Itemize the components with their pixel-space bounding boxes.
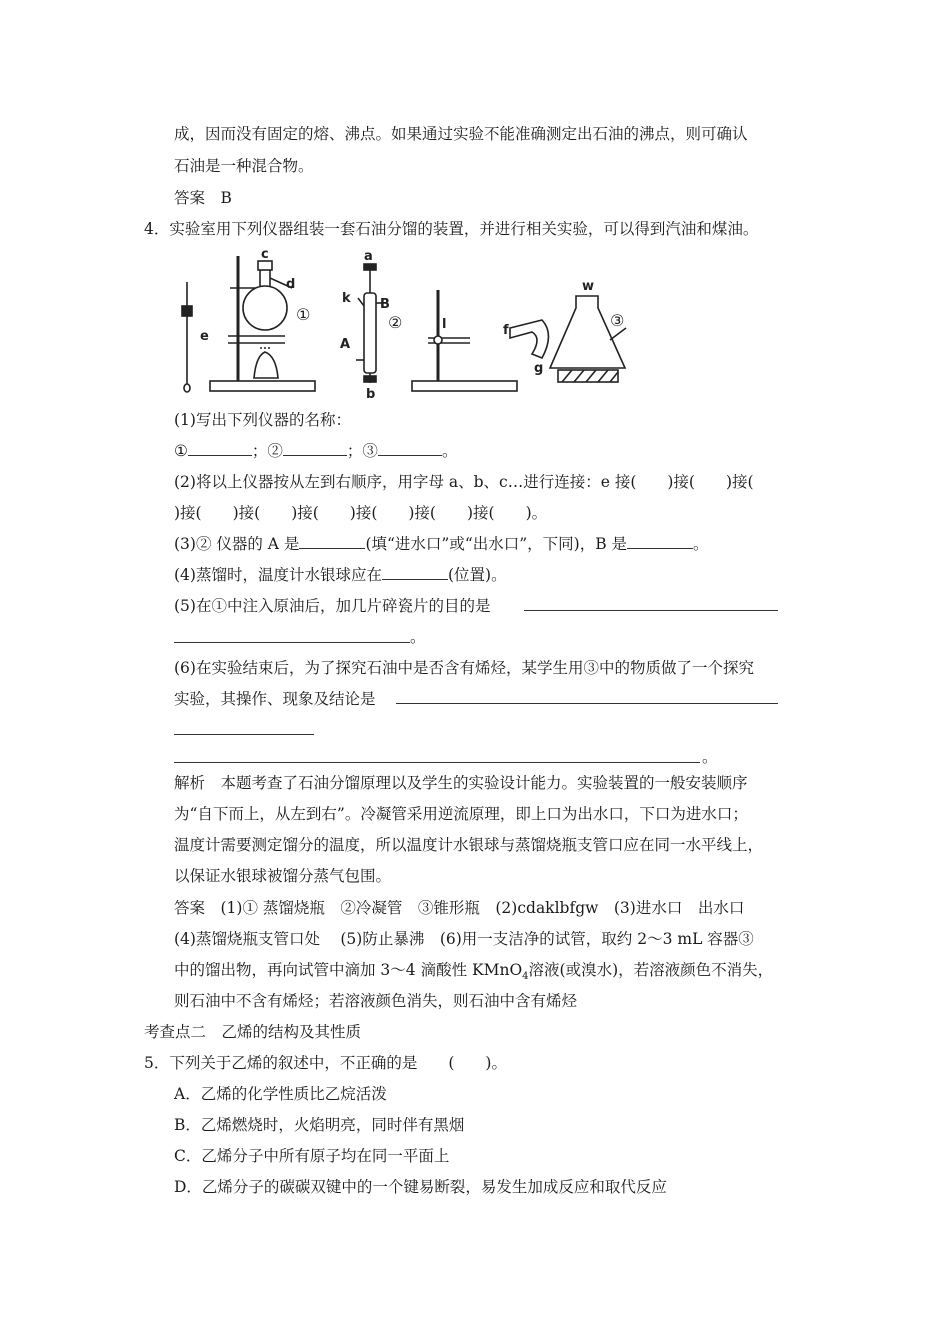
q5-stem: 5．下列关于乙烯的叙述中，不正确的是 ( )。	[144, 1054, 507, 1072]
answer-blank[interactable]	[378, 441, 442, 456]
fig-label: g	[534, 361, 544, 376]
answer-blank[interactable]	[299, 534, 365, 549]
answer-line[interactable]	[174, 642, 410, 643]
fig-label: l	[442, 317, 447, 332]
fig-label: a	[364, 249, 373, 264]
analysis-line-3: 温度计需要测定馏分的温度，所以温度计水银球与蒸馏烧瓶支管口应在同一水平线上，	[174, 836, 764, 854]
answer4-line-1: 答案 (1)① 蒸馏烧瓶 ②冷凝管 ③锥形瓶 (2)cdaklbfgw (3)进水口 出水口	[174, 899, 745, 917]
q5-option-d[interactable]: D．乙烯分子的碳碳双键中的一个键易断裂，易发生加成反应和取代反应	[174, 1178, 667, 1196]
blank-label: 。	[441, 442, 458, 460]
fig-circled-1: ①	[296, 305, 311, 324]
q4-part3-pre: (3)② 仪器的 A 是	[174, 535, 300, 553]
fig-label: k	[342, 291, 351, 306]
fig-circled-2: ②	[388, 313, 403, 332]
q4-part5-pre: (5)在①中注入原油后，加几片碎瓷片的目的是	[174, 597, 491, 615]
blank-label: ；③	[346, 442, 378, 460]
fig-label: f	[503, 323, 509, 338]
answer-line[interactable]	[174, 734, 314, 735]
q4-part4	[174, 565, 507, 585]
q4-part5-end: 。	[410, 628, 426, 646]
q5-option-a[interactable]: A．乙烯的化学性质比乙烷活泼	[174, 1085, 387, 1103]
answer4-line-3	[174, 960, 773, 987]
intro-line-1: 成，因而没有固定的熔、沸点。如果通过实验不能准确测定出石油的沸点，则可确认	[174, 125, 748, 143]
fig-label: B	[380, 297, 390, 312]
condenser-icon	[356, 264, 384, 383]
answer4-line-2: (4)蒸馏烧瓶支管口处 (5)防止暴沸 (6)用一支洁净的试管，取约 2～3 mL 容器③	[174, 930, 754, 948]
answer-line[interactable]	[396, 703, 778, 704]
answer4-line-3-post: 溶液(或溴水)，若溶液颜色不消失，	[528, 961, 774, 979]
answer-line[interactable]	[174, 762, 700, 763]
conical-flask-icon	[550, 296, 626, 382]
q5-option-b[interactable]: B．乙烯燃烧时，火焰明亮，同时伴有黑烟	[174, 1116, 465, 1134]
q4-part4-pre: (4)蒸馏时，温度计水银球应在	[174, 566, 382, 584]
fig-label: A	[340, 337, 351, 352]
blank-label: ①	[174, 442, 188, 460]
answer-blank[interactable]	[188, 441, 252, 456]
q4-stem: 4．实验室用下列仪器组装一套石油分馏的装置，并进行相关实验，可以得到汽油和煤油。	[144, 220, 759, 238]
q4-part6-line2: 实验，其操作、现象及结论是	[174, 690, 376, 708]
intro-answer: 答案 B	[174, 189, 232, 207]
answer-line[interactable]	[524, 610, 778, 611]
analysis-line-4: 以保证水银球被馏分蒸气包围。	[174, 867, 392, 885]
fig-label: b	[366, 387, 376, 398]
q4-part2-line1: (2)将以上仪器按从左到右顺序，用字母 a、b、c…进行连接：e 接( )接( )接(	[174, 473, 754, 491]
intro-line-2: 石油是一种混合物。	[174, 157, 314, 175]
fig-label: w	[582, 279, 595, 294]
q4-part1: (1)写出下列仪器的名称：	[174, 411, 351, 429]
analysis-line-2: 为“自下而上，从左到右”。冷凝管采用逆流原理，即上口为出水口，下口为进水口；	[174, 805, 748, 823]
iron-stand-icon	[412, 290, 517, 391]
q4-part6-line1: (6)在实验结束后，为了探究石油中是否含有烯烃，某学生用③中的物质做了一个探究	[174, 659, 754, 677]
adapter-icon	[510, 320, 549, 358]
fig-label: c	[261, 248, 269, 262]
analysis-line-1: 解析 本题考查了石油分馏原理以及学生的实验设计能力。实验装置的一般安装顺序	[174, 774, 748, 792]
q5-option-c[interactable]: C．乙烯分子中所有原子均在同一平面上	[174, 1147, 450, 1165]
q4-part3-end: 。	[693, 535, 709, 553]
apparatus-figure	[170, 248, 640, 398]
subscript: 4	[522, 971, 529, 983]
q4-part2-line2: )接( )接( )接( )接( )接( )接( )。	[174, 504, 548, 522]
q4-part6-end: 。	[702, 748, 718, 766]
q4-part3-mid: (填“进水口”或“出水口”，下同)，B 是	[365, 535, 628, 553]
section-title: 考查点二 乙烯的结构及其性质	[144, 1023, 362, 1041]
q4-part3	[174, 534, 709, 554]
answer-blank[interactable]	[382, 565, 448, 580]
answer4-line-4: 则石油中不含有烯烃；若溶液颜色消失，则石油中含有烯烃	[174, 992, 578, 1010]
fig-label: e	[200, 329, 209, 344]
q4-part5	[174, 596, 490, 616]
answer-blank[interactable]	[627, 534, 693, 549]
answer-blank[interactable]	[283, 441, 347, 456]
fig-circled-3: ③	[610, 311, 625, 330]
fig-label: d	[286, 277, 296, 292]
thermometer-icon	[182, 282, 192, 392]
answer4-line-3-pre: 中的馏出物，再向试管中滴加 3～4 滴酸性 KMnO	[174, 961, 523, 979]
q4-part4-end: (位置)。	[447, 566, 507, 584]
q4-part1-blanks	[174, 441, 457, 461]
blank-label: ；②	[251, 442, 283, 460]
